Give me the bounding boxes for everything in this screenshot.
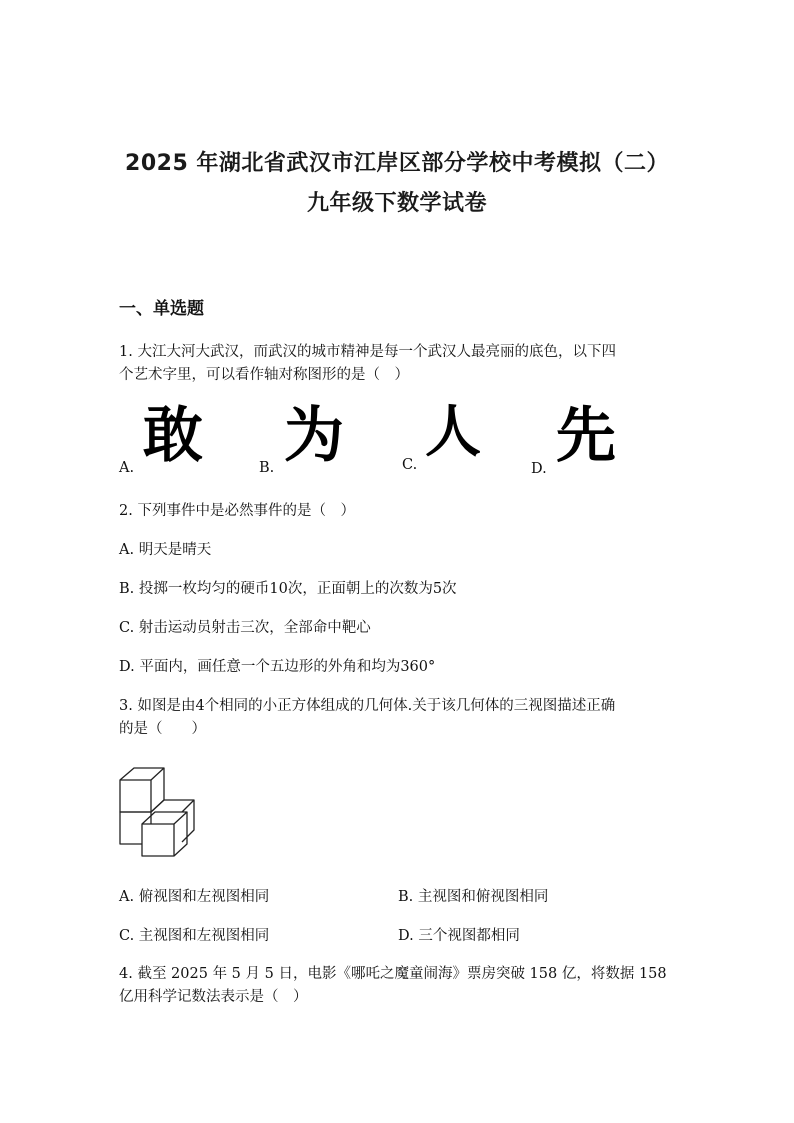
q2-option-c: C. 射击运动员射击三次，全部命中靶心 [119,620,371,636]
q2-option-d: D. 平面内，画任意一个五边形的外角和均为360° [119,659,436,675]
document-title: 2025 年湖北省武汉市江岸区部分学校中考模拟（二） [125,151,669,176]
question-4 [119,963,689,1009]
q1-option-b-glyph: 为 [284,401,344,471]
question-2-stem: 2. 下列事件中是必然事件的是（ ） [119,503,355,519]
question-3-stem-line1: 3. 如图是由4个相同的小正方体组成的几何体.关于该几何体的三视图描述正确 [119,698,616,714]
question-4-stem-line1: 4. 截至 2025 年 5 月 5 日，电影《哪吒之魔童闹海》票房突破 158 亿，将数据 158 [119,966,667,982]
front-cube [142,812,187,856]
q2-option-a: A. 明天是晴天 [119,542,212,558]
question-1-stem-line1: 1. 大江大河大武汉，而武汉的城市精神是每一个武汉人最亮丽的底色，以下四 [119,344,616,360]
q1-option-d-glyph: 先 [556,401,616,471]
q3-option-a: A. 俯视图和左视图相同 [119,889,270,905]
q2-option-b: B. 投掷一枚均匀的硬币10次，正面朝上的次数为5次 [119,581,457,597]
question-1-stem-line2: 个艺术字里，可以看作轴对称图形的是（ ） [119,367,409,383]
q1-option-a-label: A. [119,460,135,476]
section-heading: 一、单选题 [119,299,204,319]
q3-option-d: D. 三个视图都相同 [398,928,520,944]
q1-option-c-glyph: 人 [425,400,481,465]
document-subtitle: 九年级下数学试卷 [306,191,487,216]
question-1 [119,341,679,387]
cube-figure [116,764,200,860]
question-4-stem-line2: 亿用科学记数法表示是（ ） [119,989,308,1005]
q1-option-c-label: C. [402,457,418,473]
q3-option-b: B. 主视图和俯视图相同 [398,889,549,905]
q1-option-a-glyph: 敢 [143,401,203,471]
q1-option-b-label: B. [259,460,275,476]
q1-option-d-label: D. [531,461,547,477]
q3-option-c: C. 主视图和左视图相同 [119,928,270,944]
question-3 [119,695,679,741]
question-3-stem-line2: 的是（ ） [119,721,206,737]
